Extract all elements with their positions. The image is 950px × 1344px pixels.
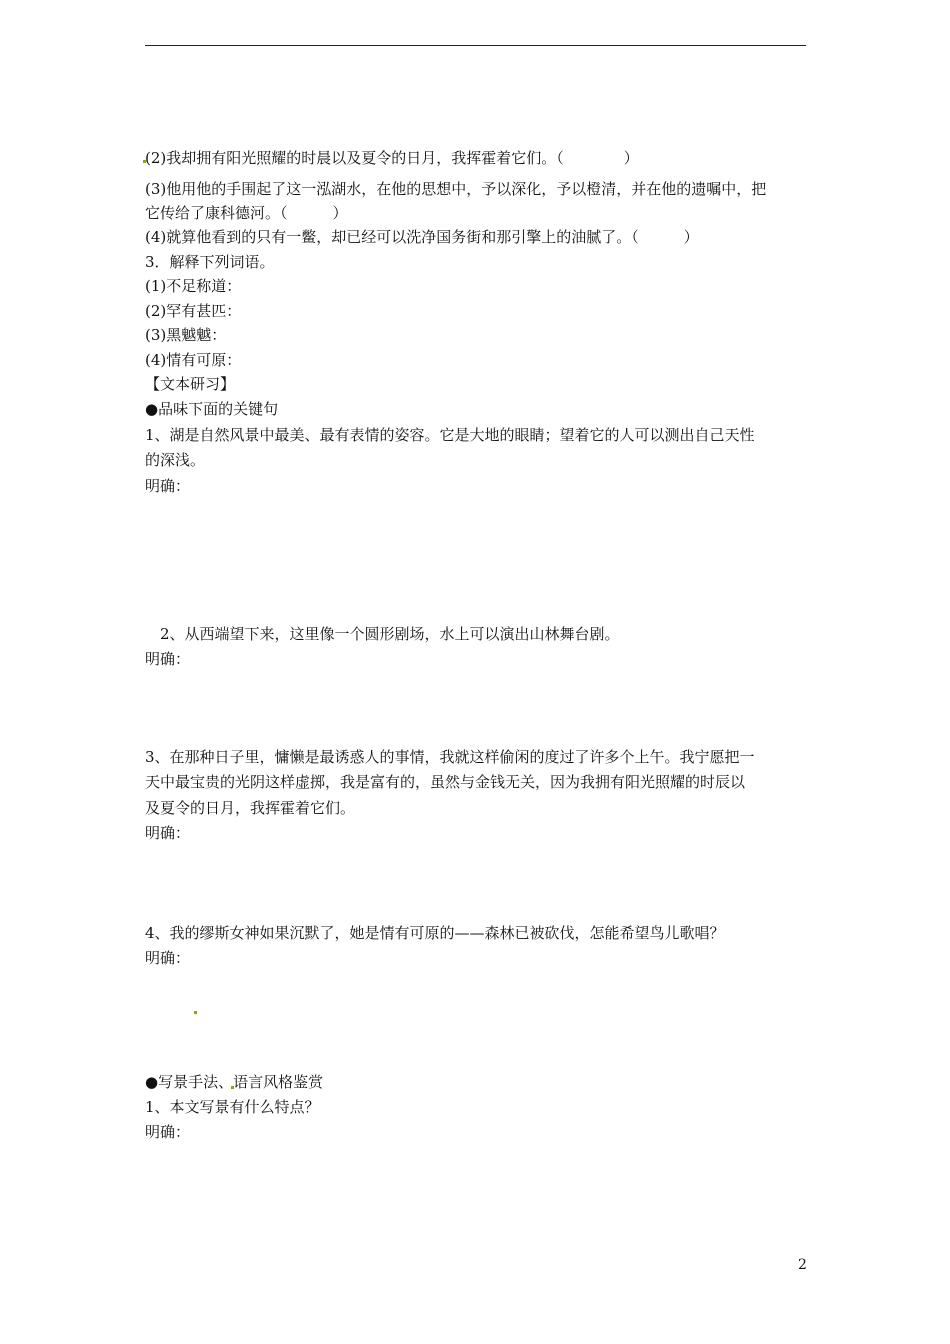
margin-dot	[194, 1011, 197, 1014]
key-sentence-1-line-1: 1、湖是自然风景中最美、最有表情的姿容。它是大地的眼睛；望着它的人可以测出自己天性	[145, 426, 755, 444]
vocab-item-4: (4)情有可原：	[145, 351, 242, 369]
key-sentence-1-line-2: 的深浅。	[145, 451, 206, 469]
key-sentence-4: 4、我的缪斯女神如果沉默了，她是情有可原的——森林已被砍伐，怎能希望鸟儿歌唱？	[145, 924, 725, 942]
question-3-line-2: 它传给了康科德河。（ ）	[145, 204, 348, 222]
key-sentence-3-line-2: 天中最宝贵的光阴这样虚掷，我是富有的，虽然与金钱无关，因为我拥有阳光照耀的时辰以	[145, 773, 746, 791]
subsection-key-sentences: ●品味下面的关键句	[145, 400, 279, 418]
section-heading-text-study: 【文本研习】	[145, 375, 236, 393]
question-3-line-1: (3)他用他的手围起了这一泓湖水，在他的思想中，予以深化，予以橙清，并在他的遗嘱中，把	[145, 180, 767, 198]
question-4-line: (4)就算他看到的只有一鳖，却已经可以洗净国务街和那引擎上的油腻了。（ ）	[145, 228, 699, 246]
question-2-line: (2)我却拥有阳光照耀的时晨以及夏令的日月，我挥霍着它们。（ ）	[145, 149, 639, 167]
vocab-item-2: (2)罕有甚匹：	[145, 302, 242, 320]
subsection-style-appreciation: ●写景手法、语言风格鉴赏	[145, 1073, 324, 1091]
header-rule	[145, 45, 806, 46]
answer-label: 明确：	[145, 824, 191, 842]
page-number: 2	[798, 1257, 807, 1273]
key-sentence-3-line-1: 3、在那种日子里，慵懒是最诱惑人的事情，我就这样偷闲的度过了许多个上午。我宁愿把一	[145, 748, 755, 766]
answer-label: 明确：	[145, 477, 191, 495]
answer-label: 明确：	[145, 1123, 191, 1141]
answer-label: 明确：	[145, 650, 191, 668]
style-question-1: 1、本文写景有什么特点？	[145, 1098, 320, 1116]
answer-label: 明确：	[145, 949, 191, 967]
section-heading-vocab: 3．解释下列词语。	[145, 253, 275, 271]
vocab-item-3: (3)黑魆魆：	[145, 326, 227, 344]
key-sentence-3-line-3: 及夏令的日月，我挥霍着它们。	[145, 799, 356, 817]
key-sentence-2: 2、从西端望下来，这里像一个圆形剧场，水上可以演出山林舞台剧。	[145, 625, 620, 643]
vocab-item-1: (1)不足称道：	[145, 277, 242, 295]
